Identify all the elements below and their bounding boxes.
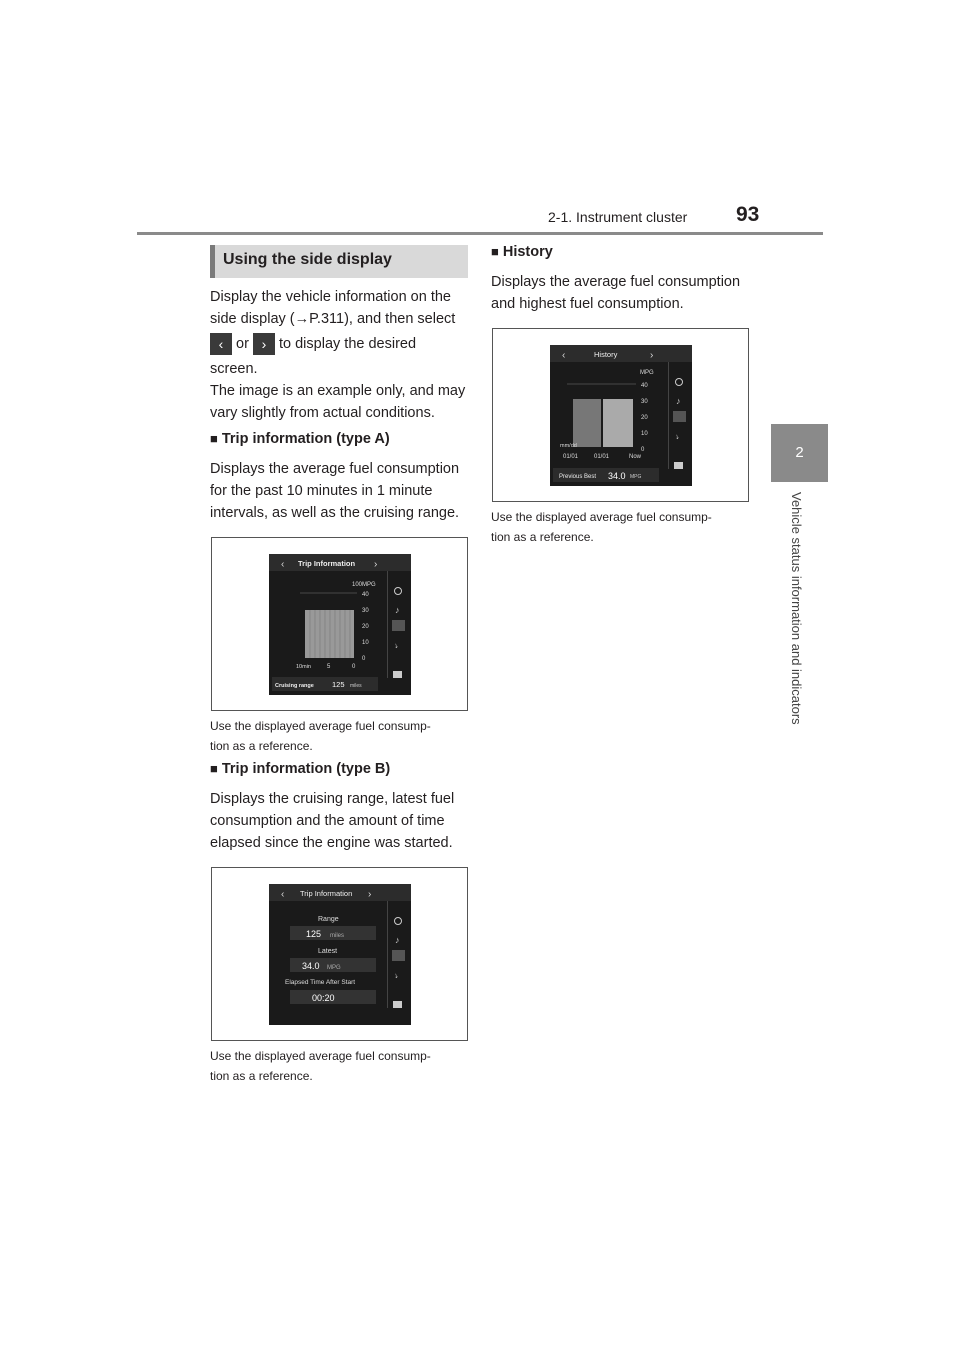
trip-b-latest-label: Latest <box>318 948 338 955</box>
history-desc-line: and highest fuel consumption. <box>491 296 684 312</box>
history-ytick: 20 <box>641 415 648 421</box>
history-desc-line: Displays the average fuel consumption <box>491 274 741 290</box>
trip-b-range-value: 125 <box>306 929 322 939</box>
trip-a-desc-line: Displays the average fuel consumption <box>210 461 460 477</box>
square-bullet-icon: ■ <box>491 244 499 259</box>
music-note-icon: ♪ <box>676 396 681 406</box>
section-title-box <box>210 245 468 278</box>
trip-b-caption-line: tion as a reference. <box>210 1069 313 1083</box>
history-unit: MPG <box>640 370 654 376</box>
chapter-side-label-wrap <box>788 492 810 752</box>
history-screen-title: History <box>594 350 618 359</box>
intro-line: vary slightly from actual conditions. <box>210 405 435 422</box>
trip-a-heading <box>210 431 390 447</box>
screen-icon <box>393 1001 402 1008</box>
chevron-left-icon: ‹ <box>281 889 285 900</box>
bar-chart-icon <box>392 950 405 961</box>
history-description <box>491 271 751 315</box>
screen-icon <box>674 462 683 469</box>
trip-a-ytick: 30 <box>362 608 369 614</box>
history-footer-unit: MPG <box>630 474 642 480</box>
history-ytick: 10 <box>641 431 648 437</box>
seat-icon: ⭏ <box>676 432 679 441</box>
trip-a-caption <box>210 716 470 756</box>
trip-a-description <box>210 458 470 524</box>
chevron-left-icon: ‹ <box>281 559 285 570</box>
history-screen-svg <box>493 329 748 501</box>
trip-b-latest-unit: MPG <box>327 965 341 971</box>
trip-a-bar-block <box>305 610 354 658</box>
intro-line: The image is an example only, and may <box>210 383 466 400</box>
music-note-icon: ♪ <box>395 935 400 945</box>
trip-a-caption-line: tion as a reference. <box>210 739 313 753</box>
history-ytick: 0 <box>641 447 645 453</box>
history-heading-text: History <box>502 244 553 260</box>
intro-paragraph <box>210 286 470 424</box>
header-section-title: 2-1. Instrument cluster <box>548 209 688 225</box>
trip-a-desc-line: intervals, as well as the cruising range. <box>210 505 460 521</box>
history-title-bar <box>550 345 692 362</box>
trip-b-elapsed-value: 00:20 <box>312 993 335 1003</box>
history-xtick: 01/01 <box>563 454 579 460</box>
page-number: 93 <box>736 203 760 226</box>
trip-b-desc-line: Displays the cruising range, latest fuel <box>210 791 455 807</box>
seat-icon: ⭏ <box>395 641 398 650</box>
trip-b-screen-title: Trip Information <box>300 889 353 898</box>
trip-a-footer-label: Cruising range <box>275 683 314 689</box>
trip-b-heading <box>210 761 390 777</box>
history-bar-avg <box>573 399 601 447</box>
section-title: Using the side display <box>223 251 392 268</box>
chapter-side-label: Vehicle status information and indicators <box>789 492 804 725</box>
trip-a-screen-title: Trip Information <box>298 559 356 568</box>
history-heading <box>491 244 553 260</box>
history-caption-line: tion as a reference. <box>491 530 594 544</box>
chevron-left-icon: ‹ <box>210 333 232 355</box>
trip-b-side-divider <box>387 901 388 1008</box>
intro-line: to display the desired <box>279 336 417 352</box>
trip-a-footer-unit: miles <box>350 683 362 689</box>
history-side-divider <box>668 362 669 469</box>
trip-b-screen-svg <box>212 868 467 1040</box>
trip-a-xtick: 5 <box>327 664 331 670</box>
trip-a-figure <box>211 537 468 711</box>
bar-chart-icon <box>673 411 686 422</box>
chevron-left-icon: ‹ <box>562 350 566 361</box>
header-rule <box>137 232 823 235</box>
history-footer-label: Previous Best <box>559 474 597 480</box>
intro-or: or <box>236 336 249 352</box>
intro-nav-line <box>210 333 470 355</box>
trip-a-xtick: 10min <box>296 664 311 670</box>
history-date-label: mm/dd <box>560 443 577 449</box>
chevron-right-icon: › <box>368 889 372 900</box>
intro-line: screen. <box>210 361 258 378</box>
trip-a-ytick: 10 <box>362 640 369 646</box>
trip-a-xtick: 0 <box>352 664 356 670</box>
history-xtick: Now <box>629 454 642 460</box>
trip-b-caption-line: Use the displayed average fuel consump- <box>210 1049 431 1063</box>
history-figure <box>492 328 749 502</box>
intro-line: side display (→P.311), and then select <box>210 311 456 327</box>
chapter-tab-number: 2 <box>795 444 804 461</box>
trip-b-range-label: Range <box>318 916 339 923</box>
screen-icon <box>393 671 402 678</box>
history-footer-value: 34.0 <box>608 471 626 481</box>
trip-b-desc-line: consumption and the amount of time <box>210 813 445 829</box>
trip-b-elapsed-label: Elapsed Time After Start <box>285 979 356 986</box>
trip-a-ytick: 20 <box>362 624 369 630</box>
trip-a-desc-line: for the past 10 minutes in 1 minute <box>210 483 433 499</box>
trip-a-ytick: 40 <box>362 592 369 598</box>
trip-b-range-unit: miles <box>330 933 345 939</box>
chevron-right-icon: › <box>253 333 275 355</box>
trip-a-side-divider <box>387 571 388 678</box>
trip-a-footer-value: 125 <box>332 680 345 689</box>
trip-b-caption <box>210 1046 470 1086</box>
square-bullet-icon: ■ <box>210 431 218 446</box>
trip-b-description <box>210 788 470 854</box>
trip-b-latest-value: 34.0 <box>302 961 320 971</box>
music-note-icon: ♪ <box>395 605 400 615</box>
trip-a-screen-svg <box>212 538 467 710</box>
square-bullet-icon: ■ <box>210 761 218 776</box>
trip-a-unit: 100MPG <box>352 582 376 588</box>
trip-a-heading-text: Trip information (type A) <box>221 431 390 447</box>
seat-icon: ⭏ <box>395 971 398 980</box>
intro-line: Display the vehicle information on the <box>210 289 451 305</box>
history-ytick: 30 <box>641 399 648 405</box>
history-bar-now <box>603 399 633 447</box>
history-caption-line: Use the displayed average fuel consump- <box>491 510 712 524</box>
trip-a-ytick: 0 <box>362 656 366 662</box>
history-caption <box>491 507 751 547</box>
bar-chart-icon <box>392 620 405 631</box>
chevron-right-icon: › <box>374 559 378 570</box>
trip-b-heading-text: Trip information (type B) <box>221 761 391 777</box>
trip-b-figure <box>211 867 468 1041</box>
trip-a-caption-line: Use the displayed average fuel consump- <box>210 719 431 733</box>
chevron-right-icon: › <box>650 350 654 361</box>
history-ytick: 40 <box>641 383 648 389</box>
trip-b-desc-line: elapsed since the engine was started. <box>210 835 453 851</box>
history-xtick: 01/01 <box>594 454 610 460</box>
